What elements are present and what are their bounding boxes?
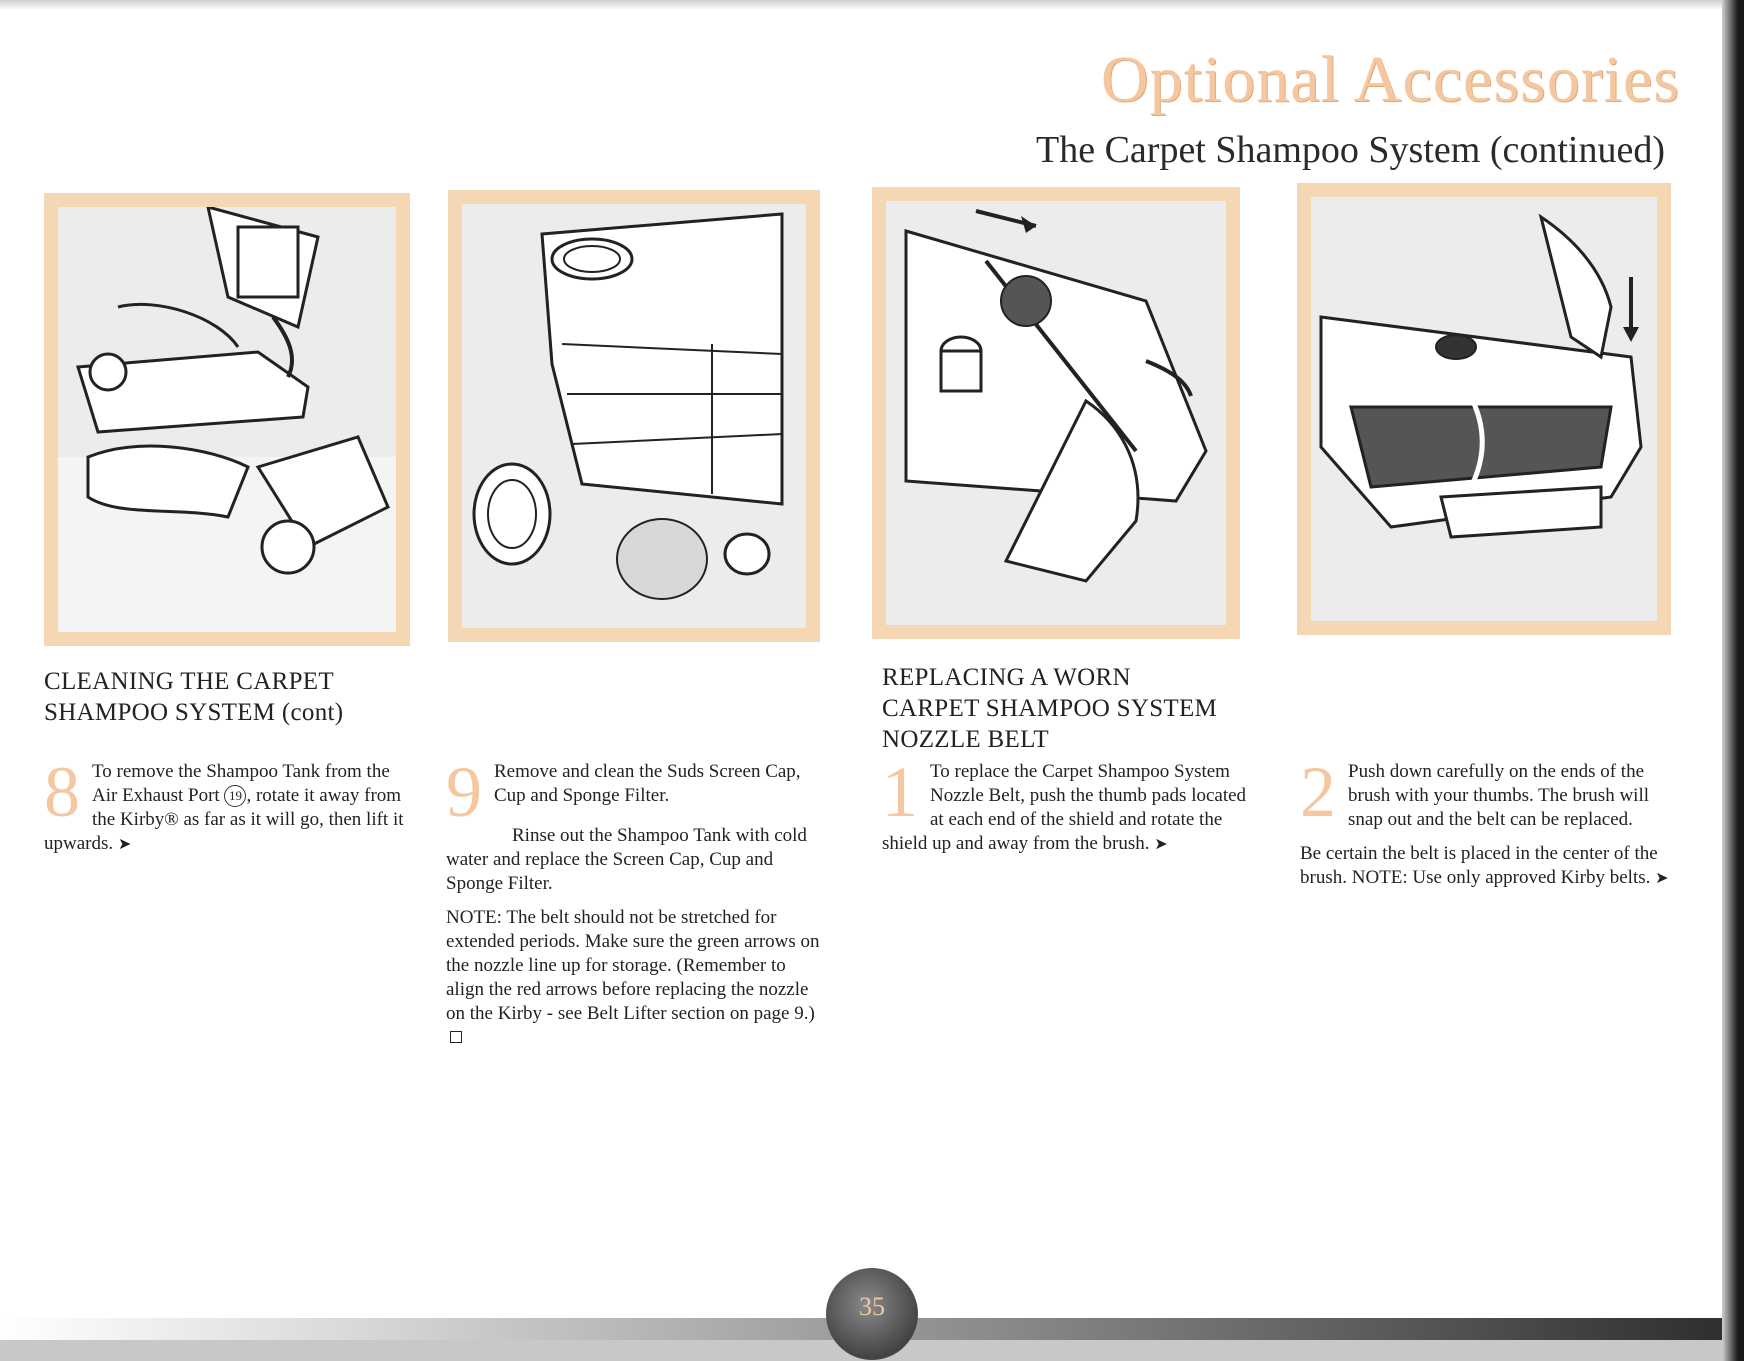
step-1-text	[882, 752, 1262, 857]
illustration-tank-parts	[448, 190, 820, 642]
right-margin	[1744, 0, 1761, 1361]
illustration-shield-rotate	[872, 187, 1240, 639]
page-title: Optional Accessories	[1100, 43, 1680, 116]
end-square-icon	[450, 1031, 462, 1043]
step-9-paragraph-2: Rinse out the Shampoo Tank with cold water and replace the Screen Cap, Cup and Sponge Filter.	[446, 825, 807, 894]
step-2-paragraph-1: Push down carefully on the ends of the brush with your thumbs. The brush will snap out and the belt can be replaced.	[1348, 761, 1650, 830]
note-paragraph	[446, 906, 822, 1050]
step-8-text-part-1: To remove the Shampoo Tank from the Air Exhaust Port	[92, 761, 390, 806]
step-2-text	[1300, 752, 1672, 901]
step-8-text-part-2: , rotate it away from the Kirby® as far as it will go, then lift it upwards.	[44, 785, 404, 854]
page-number: 35	[859, 1292, 885, 1321]
illustration-brush-removal	[1297, 183, 1671, 635]
section-heading-replacing: REPLACING A WORN CARPET SHAMPOO SYSTEM NOZZLE BELT	[882, 664, 1218, 753]
continue-arrow-icon: ➤	[1655, 870, 1669, 887]
continue-arrow-icon: ➤	[117, 836, 132, 853]
step-1-paragraph: To replace the Carpet Shampoo System Nozzle Belt, push the thumb pads located at each end of the shield and rotate the shield up and away from the brush.	[882, 761, 1247, 854]
port-number-badge: 19	[224, 785, 246, 807]
step-number-8: 8	[44, 752, 80, 832]
step-number-9: 9	[446, 752, 482, 832]
page-subtitle: The Carpet Shampoo System (continued)	[1036, 129, 1665, 171]
section-heading-cleaning: CLEANING THE CARPET SHAMPOO SYSTEM (cont)	[44, 668, 344, 726]
illustration-remove-tank	[44, 193, 410, 646]
top-shadow	[0, 0, 1761, 10]
continue-arrow-icon: ➤	[1154, 836, 1168, 853]
step-2-paragraph-2: Be certain the belt is placed in the center of the brush. NOTE: Use only approved Kirby belts.	[1300, 843, 1658, 888]
note-text: NOTE: The belt should not be stretched for extended periods. Make sure the green arrows on the nozzle line up for storage. (Remember to align the red arrows before replacing the nozzle on the Kirby - see Belt Lifter section on page 9.)	[446, 907, 820, 1024]
step-8-text	[44, 752, 414, 857]
step-number-1: 1	[882, 752, 918, 832]
step-9-text	[446, 752, 822, 1060]
step-9-paragraph-1: Remove and clean the Suds Screen Cap, Cup and Sponge Filter.	[494, 761, 801, 806]
step-number-2: 2	[1300, 752, 1336, 832]
